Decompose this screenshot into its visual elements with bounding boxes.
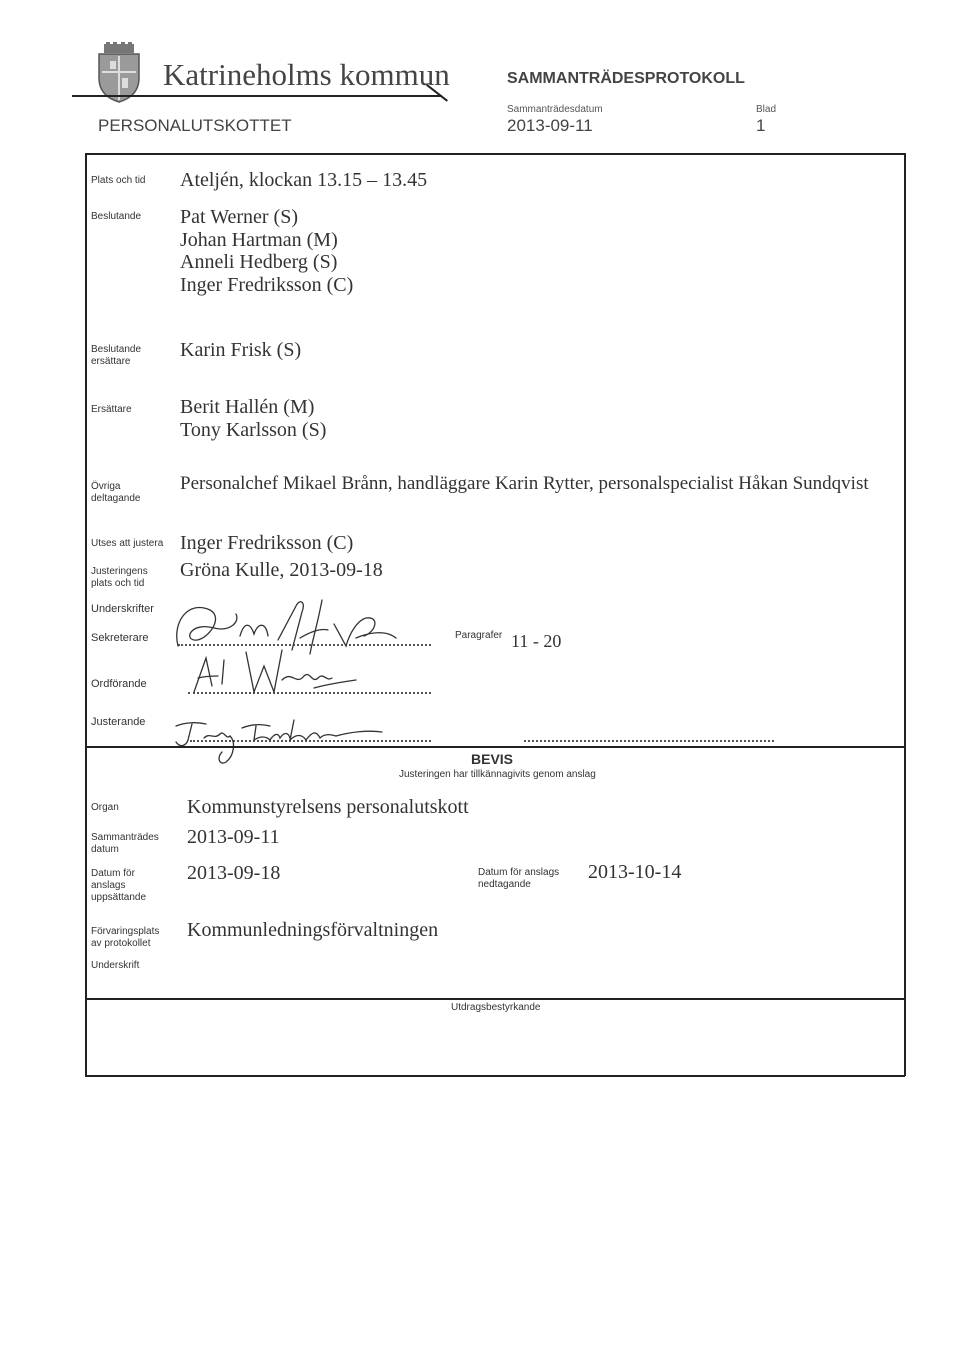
adjusting-label: Justerande: [91, 716, 146, 728]
paragraphs-label: Paragrafer: [455, 630, 503, 641]
page-label: Blad: [756, 104, 777, 115]
removal-date-label: Datum för anslags nedtagande: [478, 867, 560, 890]
frame-bottom: [85, 1075, 905, 1077]
removal-date: 2013-10-14: [588, 861, 682, 883]
bevis-meeting-date-label: Sammanträdes datum: [91, 832, 159, 855]
deciding-member: Inger Fredriksson (C): [180, 273, 354, 296]
adjust-place-label: Justeringens plats och tid: [91, 566, 148, 589]
organ-value: Kommunstyrelsens personalutskott: [187, 796, 469, 818]
secretary-label: Sekreterare: [91, 632, 149, 644]
meeting-date-label: Sammanträdesdatum: [507, 104, 603, 115]
frame-top: [85, 153, 905, 155]
substitute-member: Tony Karlsson (S): [180, 418, 327, 441]
organ-label: Organ: [91, 802, 119, 813]
certified-box-top: [85, 998, 905, 1000]
deciding-member: Pat Werner (S): [180, 206, 298, 228]
bevis-divider: [85, 746, 905, 748]
posting-date-label: Datum för anslags uppsättande: [91, 868, 147, 903]
storage-label: Förvaringsplats av protokollet: [91, 926, 160, 949]
meeting-date: 2013-09-11: [507, 116, 593, 135]
storage-value: Kommunledningsförvaltningen: [187, 919, 439, 941]
adjuster-label: Utses att justera: [91, 538, 164, 549]
department-name: PERSONALUTSKOTTET: [98, 116, 292, 135]
others-label: Övriga deltagande: [91, 481, 141, 504]
adjusting-signature: [170, 712, 400, 768]
bevis-meeting-date: 2013-09-11: [187, 826, 280, 848]
adjust-place-value: Gröna Kulle, 2013-09-18: [180, 559, 383, 581]
deciding-member: Anneli Hedberg (S): [180, 251, 338, 273]
bevis-subtitle: Justeringen har tillkännagivits genom anslag: [399, 769, 596, 780]
deciding-member: Johan Hartman (M): [180, 228, 338, 251]
place-label: Plats och tid: [91, 175, 146, 186]
deciding-label: Beslutande: [91, 211, 142, 222]
municipality-name: Katrineholms kommun: [163, 57, 450, 92]
posting-date: 2013-09-18: [187, 862, 281, 884]
deciding-sub-label: Beslutande ersättare: [91, 344, 142, 367]
frame-left: [85, 153, 87, 1076]
adjuster-value: Inger Fredriksson (C): [180, 532, 354, 554]
chair-label: Ordförande: [91, 678, 147, 690]
frame-right: [904, 153, 906, 1076]
signature-label: Underskrift: [91, 960, 140, 971]
document-type: SAMMANTRÄDESPROTOKOLL: [507, 70, 745, 87]
header-rule: [72, 95, 442, 97]
bevis-title: BEVIS: [471, 751, 514, 767]
deciding-sub-value: Karin Frisk (S): [180, 339, 302, 361]
substitutes-label: Ersättare: [91, 404, 132, 415]
chair-signature: [184, 640, 364, 700]
substitute-member: Berit Hallén (M): [180, 396, 315, 418]
place-value: Ateljén, klockan 13.15 – 13.45: [180, 169, 428, 191]
certified-label: Utdragsbestyrkande: [451, 1002, 541, 1013]
page-number: 1: [756, 116, 766, 135]
signatures-label: Underskrifter: [91, 603, 154, 615]
others-value: Personalchef Mikael Brånn, handläggare Karin Rytter, personalspecialist Håkan Sundqvist: [180, 473, 869, 494]
paragraphs-value: 11 - 20: [511, 631, 562, 651]
bevis-signature-line: [524, 740, 774, 742]
